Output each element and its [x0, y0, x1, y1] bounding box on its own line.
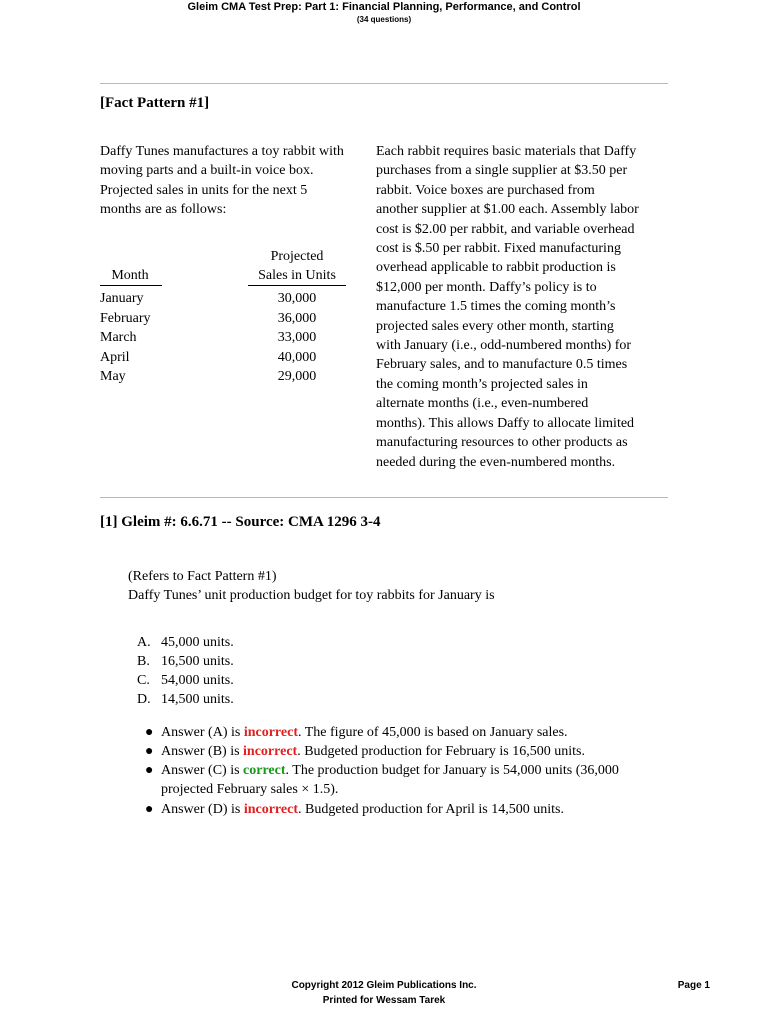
table-cell-month: May [100, 369, 126, 385]
verdict-incorrect: incorrect [243, 802, 298, 817]
choice-letter: A. [137, 635, 151, 650]
detail-line: months). This allows Daffy to allocate limited [376, 415, 635, 431]
table-cell-units: 40,000 [277, 349, 317, 365]
detail-line: $12,000 per month. Daffy’s policy is to [376, 279, 597, 295]
choice-text: 54,000 units. [161, 673, 234, 688]
answer-explanation-d [145, 800, 665, 820]
choice-letter: B. [137, 654, 150, 669]
sales-header-line: Projected [270, 249, 324, 264]
verdict-incorrect: incorrect [243, 744, 298, 759]
month-header-underline [100, 285, 162, 286]
question-stem: Daffy Tunes’ unit production budget for toy rabbits for January is [128, 588, 495, 603]
detail-line: alternate months (i.e., even-numbered [376, 396, 589, 412]
detail-line: overhead applicable to rabbit production is [376, 260, 616, 276]
detail-line: the coming month’s projected sales in [376, 376, 588, 392]
table-cell-units: 33,000 [277, 330, 317, 346]
intro-line: moving parts and a built-in voice box. [100, 163, 314, 179]
detail-line: with January (i.e., odd-numbered months) for [376, 338, 632, 354]
detail-line: projected sales every other month, starting [376, 318, 614, 334]
bullet-icon: ● [145, 802, 154, 817]
intro-line: Daffy Tunes manufactures a toy rabbit with [100, 144, 344, 159]
answer-explanation-c [145, 761, 665, 801]
answer-text: The figure of 45,000 is based on January sales. [301, 725, 568, 740]
table-header-month: Month [111, 268, 149, 283]
question-count: (34 questions) [356, 15, 412, 24]
choice-text: 16,500 units. [161, 654, 234, 669]
choice-b[interactable] [137, 652, 234, 671]
table-cell-month: February [100, 310, 151, 326]
answer-text: Budgeted production for February is 16,500 units. [300, 744, 585, 759]
detail-line: February sales, and to manufacture 0.5 times [376, 357, 628, 373]
table-header-sales [248, 247, 346, 285]
question-heading: [1] Gleim #: 6.6.71 -- Source: CMA 1296 3-4 [100, 514, 381, 530]
sales-header-underline [248, 285, 346, 286]
detail-line: rabbit. Voice boxes are purchased from [376, 182, 595, 198]
answer-punct: . [285, 763, 290, 778]
month-column [100, 289, 200, 387]
answer-prefix: Answer (D) is [161, 802, 244, 817]
answer-punct: . [297, 744, 301, 759]
units-column [248, 289, 346, 387]
answer-prefix: Answer (C) is [161, 763, 244, 778]
fact-pattern-details [376, 142, 676, 472]
detail-line: purchases from a single supplier at $3.50 per [376, 163, 628, 179]
choice-letter: D. [137, 692, 151, 707]
answer-prefix: Answer (B) is [161, 744, 244, 759]
detail-line: manufacturing resources to other products as [376, 435, 628, 451]
choice-d[interactable] [137, 690, 234, 709]
choice-letter: C. [137, 673, 150, 688]
answer-text-continued: projected February sales × 1.5). [161, 782, 339, 798]
detail-line: another supplier at $1.00 each. Assembly labor [376, 202, 639, 218]
table-cell-units: 29,000 [277, 369, 317, 385]
document-title: Gleim CMA Test Prep: Part 1: Financial Planning, Performance, and Control [187, 1, 581, 13]
answer-punct: . [297, 725, 302, 740]
fact-pattern-heading: [Fact Pattern #1] [100, 95, 210, 111]
sales-header-line: Sales in Units [258, 268, 336, 283]
printed-for: Printed for Wessam Tarek [322, 995, 446, 1006]
answer-text: Budgeted production for April is 14,500 units. [301, 802, 564, 817]
table-cell-units: 36,000 [277, 310, 317, 326]
answer-punct: . [297, 802, 302, 817]
choice-text: 14,500 units. [161, 692, 234, 707]
detail-line: cost is $.50 per rabbit. Fixed manufacturing [376, 241, 621, 257]
question-reference: (Refers to Fact Pattern #1) [128, 569, 277, 584]
detail-line: needed during the even-numbered months. [376, 454, 616, 470]
detail-line: manufacture 1.5 times the coming month’s [376, 299, 616, 315]
answer-prefix: Answer (A) is [161, 725, 244, 740]
choice-a[interactable] [137, 633, 234, 652]
copyright: Copyright 2012 Gleim Publications Inc. [291, 980, 477, 991]
choice-c[interactable] [137, 671, 234, 690]
verdict-incorrect: incorrect [243, 725, 298, 740]
detail-line: cost is $2.00 per rabbit, and variable overhead [376, 221, 635, 237]
bullet-icon: ● [145, 725, 154, 740]
intro-line: Projected sales in units for the next 5 [100, 182, 308, 198]
section-divider [100, 497, 668, 498]
verdict-correct: correct [243, 763, 286, 778]
table-cell-units: 30,000 [277, 291, 317, 306]
table-cell-month: March [100, 330, 137, 346]
answer-text: The production budget for January is 54,000 units (36,000 [289, 763, 619, 778]
page-number: Page 1 [677, 980, 710, 991]
top-divider [100, 83, 668, 84]
bullet-icon: ● [145, 744, 154, 759]
bullet-icon: ● [145, 763, 154, 778]
detail-line: Each rabbit requires basic materials that Daffy [376, 144, 637, 159]
fact-pattern-intro [100, 142, 375, 220]
table-cell-month: January [100, 291, 144, 306]
answer-explanation-a [145, 723, 665, 743]
intro-line: months are as follows: [100, 202, 227, 218]
answer-explanation-b [145, 742, 665, 762]
table-cell-month: April [100, 349, 130, 365]
choice-text: 45,000 units. [161, 635, 234, 650]
